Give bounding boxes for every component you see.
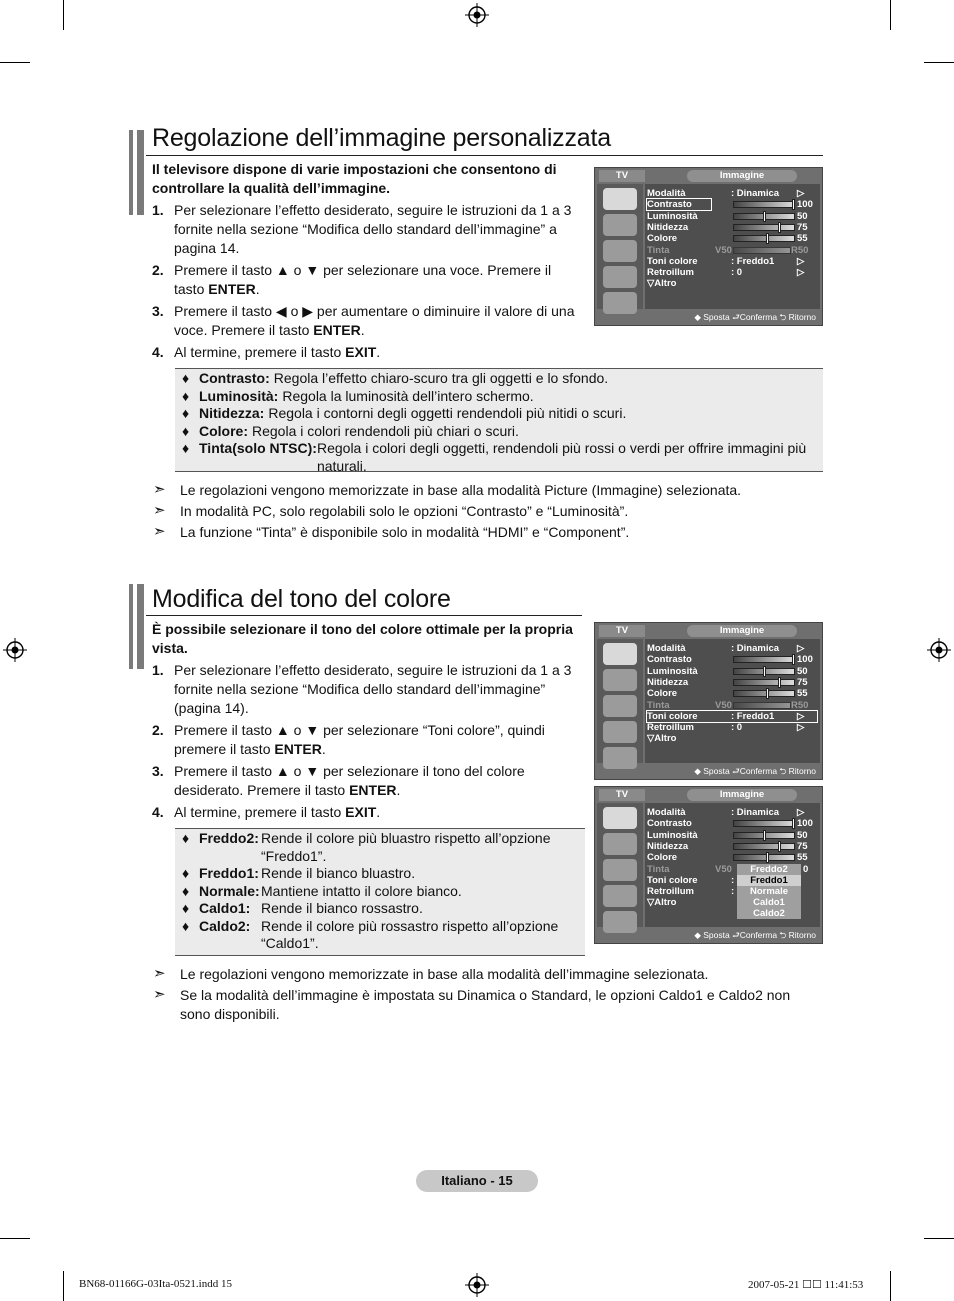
menu-row: Colore	[647, 233, 678, 245]
menu-value: : 0	[731, 267, 743, 279]
menu-value: 55	[797, 852, 808, 864]
menu-icon-column	[597, 803, 643, 927]
note-item	[153, 481, 823, 500]
menu-row: Toni colore	[647, 874, 698, 886]
tone-option: Caldo2	[737, 908, 801, 919]
step-punct: .	[360, 322, 365, 338]
definition-desc: Regola la luminosità dell’intero schermo.	[282, 387, 534, 404]
menu-row: Modalità	[647, 643, 686, 654]
menu-value: 75	[797, 840, 808, 852]
intro-text: Il televisore dispone di varie impostazioni che consentono di controllare la qualità dell’immagine.	[152, 161, 557, 196]
menu-value: V50	[715, 244, 732, 256]
menu-category-icon	[603, 188, 637, 210]
slug-date: 2007-05-21 ☐☐ 11:41:53	[748, 1279, 864, 1291]
registration-mark-icon	[465, 3, 489, 27]
menu-row: Contrasto	[647, 199, 711, 210]
menu-screenshot	[594, 786, 823, 944]
section-title: Modifica del tono del colore	[152, 585, 451, 613]
step-key: ENTER	[274, 741, 322, 757]
menu-tv-label: TV	[599, 625, 645, 637]
step-text: Premere il tasto ▲ o ▼ per selezionare il tono del colore desiderato. Premere il tasto	[174, 763, 525, 798]
step-punct: .	[376, 804, 381, 820]
crop-mark	[0, 1238, 30, 1239]
step-number: 1.	[152, 202, 164, 218]
menu-category-icon	[603, 859, 637, 881]
menu-category-icon	[603, 885, 637, 907]
definition-desc: Regola i contorni degli oggetti rendendoli più nitidi o scuri.	[268, 405, 627, 421]
menu-value: 75	[797, 221, 808, 233]
note-arrow-icon: ➣	[153, 965, 166, 982]
step-key: ENTER	[349, 782, 397, 798]
step-number: 1.	[152, 662, 164, 678]
step-key: EXIT	[345, 344, 377, 360]
definition-item	[175, 440, 823, 475]
section-title: Regolazione dell’immagine personalizzata	[152, 124, 611, 152]
slider-knob	[763, 211, 766, 222]
step-item	[152, 201, 582, 258]
section-bar	[137, 584, 144, 669]
definition-desc: Regola i colori rendendoli più chiari o scuri.	[252, 422, 519, 439]
step-key: ENTER	[313, 322, 361, 338]
step-key: EXIT	[345, 804, 377, 820]
menu-arrow-icon: ▷	[797, 188, 805, 199]
slider-knob	[778, 841, 781, 852]
note-text: Le regolazioni vengono memorizzate in base alla modalità dell’immagine selezionata.	[180, 966, 709, 982]
menu-slider	[733, 213, 795, 220]
slug-file: BN68-01166G-03Ita-0521.indd 15	[79, 1278, 232, 1290]
menu-value: 55	[797, 233, 808, 245]
crop-mark	[63, 0, 64, 30]
menu-row: Tinta	[647, 699, 670, 711]
menu-row: Nitidezza	[647, 840, 689, 852]
crop-mark	[0, 62, 30, 63]
definition-term: Contrasto:	[199, 370, 270, 386]
menu-screenshot	[594, 167, 823, 326]
crop-mark	[63, 1271, 64, 1301]
menu-icon-column	[597, 639, 643, 763]
menu-row: Colore	[647, 852, 678, 864]
menu-row: Colore	[647, 688, 678, 700]
menu-category-icon	[603, 266, 637, 288]
step-punct: .	[376, 344, 381, 360]
definition-item	[175, 900, 585, 918]
menu-row: Nitidezza	[647, 676, 689, 688]
definition-term: Nitidezza:	[199, 405, 265, 421]
menu-arrow-icon: ▷	[797, 722, 805, 734]
menu-row: ▽Altro	[647, 897, 677, 909]
menu-value: : Dinamica	[731, 643, 780, 654]
crop-mark	[890, 0, 891, 30]
section-bar	[129, 584, 133, 669]
menu-value: V50	[715, 863, 732, 875]
slider-knob	[763, 830, 766, 841]
step-text: Per selezionare l’effetto desiderato, seguire le istruzioni da 1 a 3 fornite nella sezione “Modifica dello standard dell’immagine” (pagina 14).	[174, 662, 572, 716]
note-arrow-icon: ➣	[153, 481, 166, 498]
crop-mark	[924, 62, 954, 63]
crop-mark	[924, 1238, 954, 1239]
diamond-icon: ♦	[182, 865, 190, 881]
definition-item	[175, 405, 823, 423]
menu-value: :	[731, 886, 735, 898]
menu-slider	[733, 820, 795, 827]
menu-arrow-icon: ▷	[797, 267, 805, 279]
menu-tv-label: TV	[599, 170, 645, 182]
menu-row: Luminosità	[647, 829, 698, 841]
step-text: Premere il tasto ▲ o ▼ per selezionare “Toni colore”, quindi premere il tasto	[174, 722, 545, 757]
note-text: In modalità PC, solo regolabili solo le opzioni “Contrasto” e “Luminosità”.	[180, 503, 629, 519]
menu-row: Modalità	[647, 188, 686, 199]
menu-slider	[733, 201, 795, 208]
step-number: 2.	[152, 722, 164, 738]
menu-footer-hints: ◆ Sposta ⮐Conferma ⮌ Ritorno	[694, 930, 816, 940]
definition-desc: Regola l’effetto chiaro-scuro tra gli oggetti e lo sfondo.	[273, 370, 609, 386]
menu-row: Contrasto	[647, 654, 692, 666]
menu-category-icon	[603, 807, 637, 829]
definition-item	[175, 388, 823, 406]
slider-knob	[792, 818, 795, 829]
note-item	[153, 502, 823, 521]
menu-value: 100	[797, 818, 813, 830]
menu-value: 100	[797, 199, 813, 211]
slider-knob	[778, 677, 781, 688]
menu-row: Tinta	[647, 244, 670, 256]
title-rule	[146, 155, 823, 156]
menu-value: :	[731, 874, 735, 886]
menu-category-icon	[603, 695, 637, 717]
step-item	[152, 343, 582, 362]
menu-row: ▽Altro	[647, 733, 677, 745]
slider-knob	[792, 199, 795, 210]
menu-value: R50	[791, 699, 809, 711]
steps-list	[152, 661, 584, 822]
definition-desc: Rende il bianco rossastro.	[261, 900, 423, 916]
section-text	[152, 620, 584, 822]
notes	[153, 965, 823, 1026]
step-number: 4.	[152, 804, 164, 820]
menu-category-icon	[603, 721, 637, 743]
definition-term: Luminosità:	[199, 387, 279, 404]
diamond-icon: ♦	[182, 917, 190, 934]
menu-tv-label: TV	[599, 789, 645, 801]
menu-title: Immagine	[687, 170, 797, 182]
menu-arrow-icon: ▷	[797, 710, 805, 722]
menu-row: Toni colore	[647, 711, 817, 722]
step-item	[152, 261, 582, 299]
slider-knob	[778, 222, 781, 233]
definition-box	[175, 828, 585, 956]
definition-item	[175, 883, 585, 901]
intro-text: È possibile selezionare il tono del colore ottimale per la propria vista.	[152, 621, 573, 656]
menu-row: Retroillum	[647, 722, 694, 734]
section-bar	[129, 130, 133, 215]
definition-term: Freddo1:	[199, 865, 259, 881]
definition-item	[175, 423, 823, 441]
definition-item	[175, 370, 823, 388]
menu-row: Luminosità	[647, 210, 698, 222]
note-text: Le regolazioni vengono memorizzate in base alla modalità Picture (Immagine) selezionata.	[180, 482, 742, 498]
menu-slider	[733, 702, 791, 709]
step-punct: .	[255, 281, 260, 297]
menu-row: ▽Altro	[647, 278, 677, 290]
step-punct: .	[321, 741, 326, 757]
note-item	[153, 986, 823, 1024]
step-number: 3.	[152, 763, 164, 779]
diamond-icon: ♦	[182, 882, 190, 899]
step-item	[152, 661, 584, 718]
menu-header	[597, 625, 820, 637]
menu-header	[597, 170, 820, 182]
menu-value: : Dinamica	[731, 807, 780, 818]
menu-row: Retroillum	[647, 886, 694, 898]
definition-desc: Rende il colore più bluastro rispetto all’opzione “Freddo1”.	[261, 830, 551, 864]
definition-term: Caldo1:	[199, 900, 251, 916]
definition-box	[175, 368, 823, 472]
menu-value: 50	[797, 829, 808, 841]
definition-desc: Rende il bianco bluastro.	[261, 865, 416, 881]
menu-slider	[733, 224, 795, 231]
menu-value: : Dinamica	[731, 188, 780, 199]
note-text: La funzione “Tinta” è disponibile solo in modalità “HDMI” e “Component”.	[180, 524, 630, 540]
diamond-icon: ♦	[182, 405, 190, 421]
diamond-icon: ♦	[182, 830, 190, 846]
definition-term: Caldo2:	[199, 917, 251, 934]
slider-knob	[766, 688, 769, 699]
menu-slider	[733, 235, 795, 242]
diamond-icon: ♦	[182, 370, 190, 386]
registration-mark-icon	[927, 638, 951, 662]
note-item	[153, 965, 823, 984]
menu-panel	[645, 639, 820, 763]
step-number: 2.	[152, 262, 164, 278]
definition-item	[175, 918, 585, 953]
menu-category-icon	[603, 643, 637, 665]
menu-value: 50	[797, 665, 808, 677]
menu-slider	[733, 656, 795, 663]
menu-panel	[645, 803, 820, 927]
tone-option: Freddo2	[737, 864, 801, 875]
menu-arrow-icon: ▷	[797, 255, 805, 267]
menu-panel	[645, 184, 820, 309]
step-item	[152, 803, 584, 822]
menu-row: Nitidezza	[647, 221, 689, 233]
definition-term: Tinta(solo NTSC):	[199, 440, 317, 456]
slider-knob	[766, 233, 769, 244]
note-text: Se la modalità dell’immagine è impostata su Dinamica o Standard, le opzioni Caldo1 e Caldo2 non sono disponibili.	[180, 987, 791, 1022]
page-number: Italiano - 15	[416, 1170, 538, 1192]
slider-knob	[763, 666, 766, 677]
menu-slider	[733, 668, 795, 675]
menu-value: : 0	[731, 722, 743, 734]
tone-option: Normale	[737, 886, 801, 897]
menu-screenshot	[594, 622, 823, 780]
menu-value: 0	[803, 863, 809, 875]
definition-item	[175, 830, 585, 865]
crop-mark	[890, 1271, 891, 1301]
step-item	[152, 762, 584, 800]
menu-header	[597, 789, 820, 801]
menu-row: Tinta	[647, 863, 670, 875]
menu-category-icon	[603, 833, 637, 855]
section-text	[152, 160, 582, 362]
slider-knob	[766, 852, 769, 863]
definition-term: Normale:	[199, 882, 260, 899]
step-number: 4.	[152, 344, 164, 360]
notes	[153, 481, 823, 544]
step-item	[152, 302, 582, 340]
note-arrow-icon: ➣	[153, 502, 166, 519]
menu-slider	[733, 832, 795, 839]
menu-row: Luminosità	[647, 665, 698, 677]
title-rule	[146, 615, 582, 616]
menu-value: R50	[791, 244, 809, 256]
step-key: ENTER	[208, 281, 256, 297]
diamond-icon: ♦	[182, 900, 190, 916]
step-text: Al termine, premere il tasto	[174, 804, 346, 820]
definition-desc: Mantiene intatto il colore bianco.	[261, 882, 462, 899]
definition-desc: Regola i colori degli oggetti, rendendoli più rossi o verdi per offrire immagini più naturali.	[316, 440, 807, 474]
slider-knob	[792, 654, 795, 665]
menu-arrow-icon: ▷	[797, 807, 805, 818]
step-text: Premere il tasto ▲ o ▼ per selezionare una voce. Premere il tasto	[174, 262, 552, 297]
menu-footer-hints: ◆ Sposta ⮐Conferma ⮌ Ritorno	[694, 312, 816, 322]
menu-title: Immagine	[687, 789, 797, 801]
menu-slider	[733, 690, 795, 697]
definition-term: Colore:	[199, 422, 248, 439]
diamond-icon: ♦	[182, 422, 190, 439]
definition-term: Freddo2:	[199, 830, 259, 846]
menu-row: Contrasto	[647, 818, 692, 830]
menu-row: Retroillum	[647, 267, 694, 279]
note-arrow-icon: ➣	[153, 986, 166, 1003]
step-text: Premere il tasto ◀ o ▶ per aumentare o diminuire il valore di una voce. Premere il tasto	[174, 303, 575, 338]
menu-value: 50	[797, 210, 808, 222]
steps-list	[152, 201, 582, 362]
menu-title: Immagine	[687, 625, 797, 637]
menu-value: 55	[797, 688, 808, 700]
menu-category-icon	[603, 669, 637, 691]
menu-slider	[733, 843, 795, 850]
menu-slider	[733, 679, 795, 686]
step-number: 3.	[152, 303, 164, 319]
menu-slider	[733, 247, 791, 254]
step-punct: .	[396, 782, 401, 798]
diamond-icon: ♦	[182, 387, 190, 404]
menu-row: Toni colore	[647, 255, 698, 267]
step-text: Per selezionare l’effetto desiderato, seguire le istruzioni da 1 a 3 fornite nella sezione “Modifica dello standard dell’immagine” a pagina 14.	[174, 202, 572, 256]
note-item	[153, 523, 823, 542]
menu-arrow-icon: ▷	[797, 643, 805, 654]
definition-desc: Rende il colore più rossastro rispetto all’opzione “Caldo1”.	[261, 917, 559, 951]
tone-option: Caldo1	[737, 897, 801, 908]
menu-value: V50	[715, 699, 732, 711]
registration-mark-icon	[465, 1273, 489, 1297]
note-arrow-icon: ➣	[153, 523, 166, 540]
definition-item	[175, 865, 585, 883]
step-text: Al termine, premere il tasto	[174, 344, 346, 360]
menu-value: : Freddo1	[731, 710, 775, 722]
menu-value: 100	[797, 654, 813, 666]
menu-footer-hints: ◆ Sposta ⮐Conferma ⮌ Ritorno	[694, 766, 816, 776]
menu-row: Modalità	[647, 807, 686, 818]
menu-value: : Freddo1	[731, 255, 775, 267]
menu-category-icon	[603, 214, 637, 236]
diamond-icon: ♦	[182, 440, 190, 456]
menu-slider	[733, 854, 795, 861]
menu-category-icon	[603, 240, 637, 262]
menu-value: 75	[797, 676, 808, 688]
section-bar	[137, 130, 144, 215]
registration-mark-icon	[3, 638, 27, 662]
tone-option: Freddo1	[737, 875, 801, 886]
step-item	[152, 721, 584, 759]
menu-icon-column	[597, 184, 643, 309]
